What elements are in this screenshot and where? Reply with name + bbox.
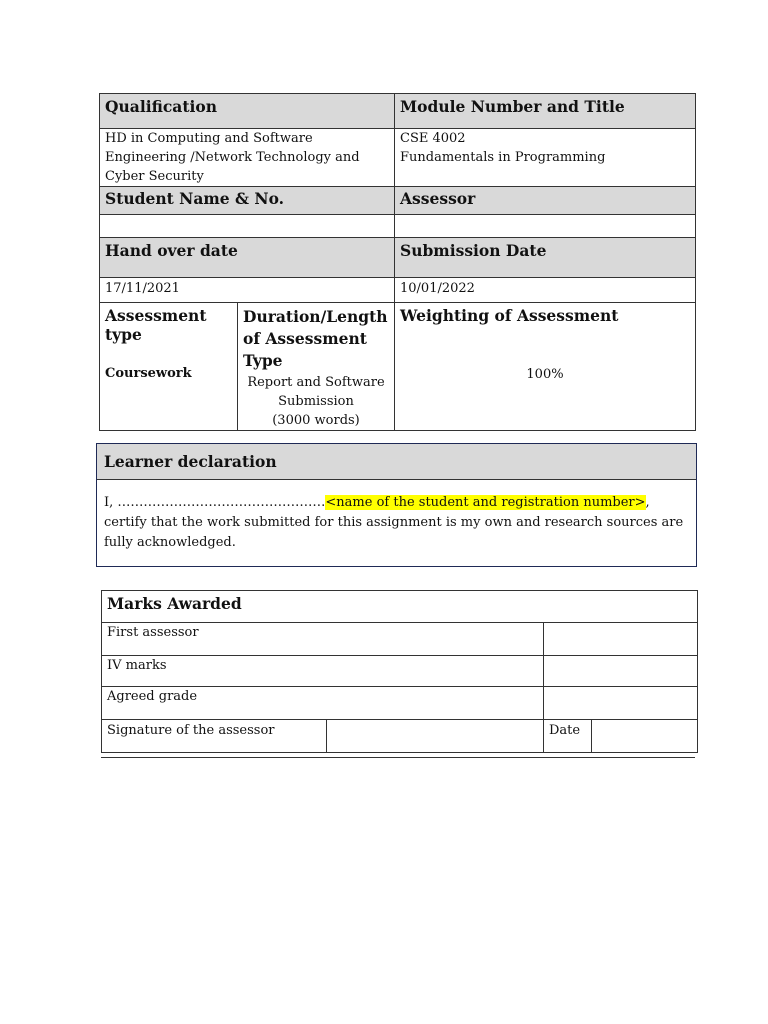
bottom-divider	[101, 757, 695, 758]
declaration-body	[97, 480, 696, 553]
submission-value: 10/01/2022	[395, 278, 696, 303]
assessment-type-cell	[100, 303, 238, 431]
duration-cell	[238, 303, 395, 431]
agreed-grade-label: Agreed grade	[102, 687, 544, 720]
weighting-value: 100%	[526, 367, 564, 382]
learner-declaration	[96, 443, 697, 567]
duration-value	[243, 373, 389, 430]
declaration-comma: ,	[645, 495, 650, 510]
first-assessor-label: First assessor	[102, 623, 544, 656]
date-label: Date	[544, 720, 592, 753]
assessment-type-header: Assessment type	[105, 306, 207, 344]
declaration-text: certify that the work submitted for this assignment is my own and research sources are fully acknowledged.	[104, 515, 684, 550]
duration-line-2: Submission	[278, 394, 354, 409]
duration-line-1: Report and Software	[247, 375, 385, 390]
module-code: CSE 4002	[400, 131, 466, 146]
iv-marks-label: IV marks	[102, 656, 544, 687]
date-value	[592, 720, 698, 753]
module-header: Module Number and Title	[395, 94, 696, 129]
qualification-value: HD in Computing and Software Engineering /Network Technology and Cyber Security	[100, 129, 395, 187]
module-title: Fundamentals in Programming	[400, 150, 606, 165]
assessment-type-value: Coursework	[105, 366, 192, 381]
student-header: Student Name & No.	[100, 187, 395, 215]
first-assessor-value	[544, 623, 698, 656]
assignment-info-table	[99, 93, 695, 431]
submission-header: Submission Date	[395, 238, 696, 278]
assessor-value	[395, 215, 696, 238]
declaration-name-placeholder: <name of the student and registration number>	[325, 495, 646, 510]
marks-title: Marks Awarded	[102, 591, 698, 623]
weighting-cell	[395, 303, 696, 431]
signature-label: Signature of the assessor	[102, 720, 327, 753]
weighting-header: Weighting of Assessment	[400, 306, 619, 325]
duration-line-3: (3000 words)	[272, 413, 360, 428]
qualification-header: Qualification	[100, 94, 395, 129]
marks-awarded-table	[101, 590, 697, 753]
handover-value: 17/11/2021	[100, 278, 395, 303]
signature-value	[327, 720, 544, 753]
agreed-grade-value	[544, 687, 698, 720]
duration-header: Duration/Length of Assessment Type	[243, 307, 388, 370]
student-value	[100, 215, 395, 238]
handover-header: Hand over date	[100, 238, 395, 278]
assessor-header: Assessor	[395, 187, 696, 215]
iv-marks-value	[544, 656, 698, 687]
declaration-title: Learner declaration	[97, 444, 696, 480]
module-value	[395, 129, 696, 187]
declaration-prefix: I, …………………………………………	[104, 495, 326, 510]
